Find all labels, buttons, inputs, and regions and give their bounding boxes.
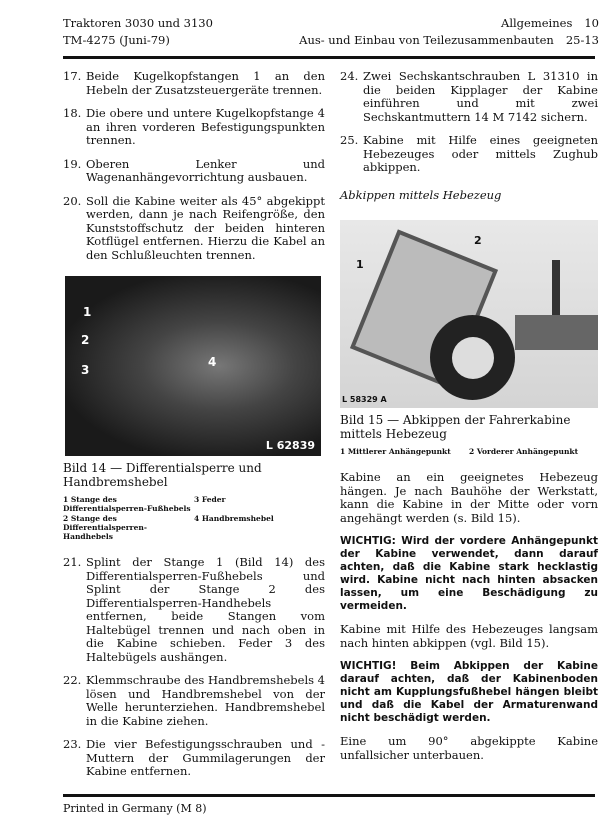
subsection-title: Aus- und Einbau von Teilezusammenbauten xyxy=(299,33,554,47)
step-24 xyxy=(340,70,598,124)
step-text: Kabine mit Hilfe eines geeigneten Hebezeuges oder mittels Zughub abkippen. xyxy=(363,133,598,174)
step-number: 22. xyxy=(63,673,82,687)
callout-4: 4 xyxy=(208,355,217,369)
step-17 xyxy=(63,70,325,97)
step-number: 20. xyxy=(63,193,82,208)
legend-item: 1 Mittlerer Anhängepunkt xyxy=(340,447,451,456)
step-text: Soll die Kabine weiter als 45° abgekippt werden, dann je nach Reifengröße, den Kunststoffschutz der beiden hinteren Kotflügel entfernen. Hierzu die Kabel an den Schlußleuchten trennen. xyxy=(86,193,325,262)
manual-id: TM-4275 (Juni-79) xyxy=(63,33,170,47)
figure-14-caption: Bild 14 — Differentialsperre und Handbremshebel xyxy=(63,461,262,489)
callout-1: 1 xyxy=(356,258,364,271)
header-rule xyxy=(63,56,595,59)
step-text: Oberen Lenker und Wagenanhängevorrichtung ausbauen. xyxy=(86,156,325,184)
legend-item: 2 Vorderer Anhängepunkt xyxy=(469,447,579,456)
figure-14-legend xyxy=(63,495,325,542)
callout-2: 2 xyxy=(81,333,90,347)
figure-15-photo xyxy=(340,220,598,408)
paragraph-3: Eine um 90° abgekippte Kabine unfallsicher unterbauen. xyxy=(340,734,598,762)
step-number: 24. xyxy=(340,69,359,83)
subheading: Abkippen mittels Hebezeug xyxy=(340,187,502,202)
legend-item: 4 Handbremshebel xyxy=(194,514,274,523)
legend-item: 2 Stange des Differentialsperren-Handhebels xyxy=(63,514,147,541)
paragraph-2: Kabine mit Hilfe des Hebezeuges langsam nach hinten abkippen (vgl. Bild 15). xyxy=(340,622,598,650)
tractor-body-shape xyxy=(515,315,598,350)
section-title: Allgemeines xyxy=(501,16,573,30)
exhaust-shape xyxy=(552,260,560,315)
callout-2: 2 xyxy=(474,234,482,247)
step-19 xyxy=(63,158,325,185)
page-number: 25-13 xyxy=(565,33,599,47)
warning-2: WICHTIG! Beim Abkippen der Kabine darauf achten, daß der Kabinenboden nicht am Kupplungsfußhebel hängen bleibt und daß die Kabel der Armaturenwand nicht beschädigt werden. xyxy=(340,660,598,724)
figure-15-caption: Bild 15 — Abkippen der Fahrerkabine mittels Hebezeug xyxy=(340,413,571,441)
step-number: 21. xyxy=(63,555,82,569)
step-text: Zwei Sechskantschrauben L 31310 in die beiden Kipplager der Kabine einführen und mit zwei Sechskantmuttern 14 M 7142 sichern. xyxy=(363,69,598,124)
step-number: 17. xyxy=(63,69,82,83)
manual-title: Traktoren 3030 und 3130 xyxy=(63,16,213,30)
step-text: Beide Kugelkopfstangen 1 an den Hebeln der Zusatzsteuergeräte trennen. xyxy=(86,69,325,97)
legend-item: 1 Stange des Differentialsperren-Fußhebels xyxy=(63,495,191,513)
step-18 xyxy=(63,107,325,148)
step-number: 19. xyxy=(63,156,82,171)
step-number: 25. xyxy=(340,133,359,147)
step-22 xyxy=(63,674,325,728)
step-text: Splint der Stange 1 (Bild 14) des Differentialsperren-Fußhebels und Splint der Stange 2 des Differentialsperren-Handhebels entfernen, beide Stangen vom Haltebügel trennen und nach oben in die Kabine schieben. Feder 3 des Haltebügels aushängen. xyxy=(86,555,325,664)
rim-shape xyxy=(452,337,494,379)
footer-rule xyxy=(63,794,595,797)
section-number: 10 xyxy=(584,16,599,30)
paragraph-1: Kabine an ein geeignetes Hebezeug hängen. Je nach Bauhöhe der Werkstatt, kann die Kabine in der Mitte oder vorn angehängt werden (s. Bild 15). xyxy=(340,470,598,525)
step-text: Die vier Befestigungsschrauben und -Muttern der Gummilagerungen der Kabine entfernen. xyxy=(86,737,325,778)
figure-15-legend xyxy=(340,447,598,457)
warning-1: WICHTIG: Wird der vordere Anhängepunkt der Kabine verwendet, dann darauf achten, daß die Kabine stark hecklastig wird. Kabine nicht nach hinten absacken lassen, um eine Beschädigung zu vermeiden. xyxy=(340,535,598,612)
header-left xyxy=(63,15,213,49)
step-text: Die obere und untere Kugelkopfstange 4 an ihren vorderen Befestigungspunkten trennen. xyxy=(86,106,325,147)
left-column xyxy=(63,70,325,789)
step-23 xyxy=(63,738,325,779)
callout-3: 3 xyxy=(81,363,90,377)
photo-id: L 62839 xyxy=(265,438,315,452)
step-25 xyxy=(340,134,598,175)
header-right xyxy=(299,15,599,49)
photo-id: L 58329 A xyxy=(342,394,387,404)
footer-text: Printed in Germany (M 8) xyxy=(63,802,207,815)
figure-14-photo xyxy=(65,276,321,456)
step-number: 18. xyxy=(63,106,82,120)
step-number: 23. xyxy=(63,737,82,751)
step-20 xyxy=(63,195,325,263)
right-column xyxy=(340,70,598,772)
step-21 xyxy=(63,556,325,664)
legend-item: 3 Feder xyxy=(194,495,226,504)
callout-1: 1 xyxy=(83,305,92,319)
step-text: Klemmschraube des Handbremshebels 4 lösen und Handbremshebel von der Welle herunterziehen. Handbremshebel in die Kabine ziehen. xyxy=(86,673,325,728)
